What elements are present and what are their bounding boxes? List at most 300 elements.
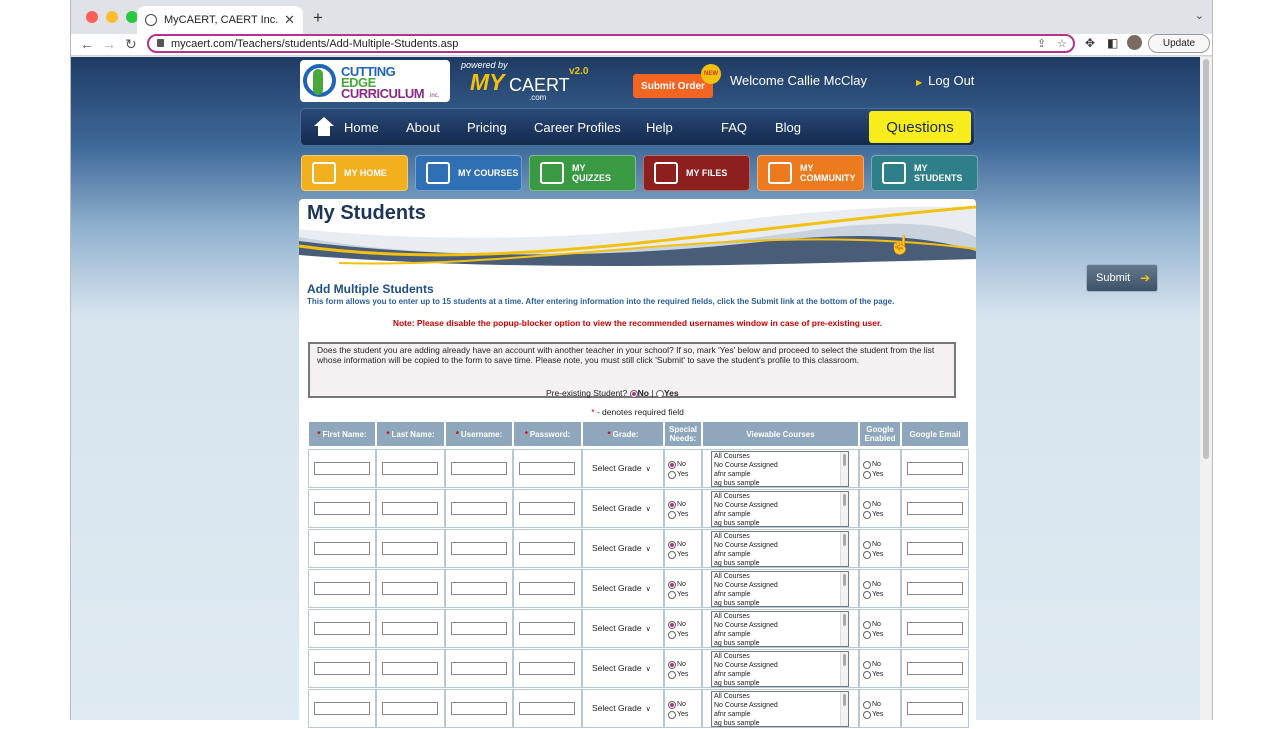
google-enabled-radio-group [863,700,883,720]
password-input[interactable] [519,662,575,675]
google-email-input[interactable] [907,502,963,515]
username-input[interactable] [451,662,507,675]
viewable-courses-listbox[interactable] [711,491,849,527]
cell-last-name [376,689,445,728]
nav-career-profiles[interactable]: Career Profiles [534,119,621,135]
powered-by-text: powered by [461,60,508,70]
grade-select-value: Select Grade [592,703,642,713]
google-enabled-radio-group [863,660,883,680]
tile-my-files[interactable] [643,155,750,191]
last-name-input[interactable] [382,662,438,675]
course-option[interactable]: ag bus sample [714,680,760,687]
course-option[interactable]: ag bus sample [714,480,760,487]
cell-password [513,689,582,728]
chevron-down-icon: ∨ [645,506,651,513]
new-badge: NEW [701,64,721,84]
username-input[interactable] [451,502,507,515]
last-name-input[interactable] [382,542,438,555]
cell-email [901,609,969,648]
grade-select[interactable] [592,703,651,713]
special-needs-yes-radio[interactable] [668,511,676,519]
special-needs-yes-radio[interactable] [668,591,676,599]
google-enabled-no-label: No [872,581,881,588]
popup-note: Note: Please disable the popup-blocker option to view the recommended usernames window in case of pre-existing user. [392,318,883,328]
mycaert-logo[interactable] [457,59,593,103]
google-enabled-no-radio[interactable] [863,461,871,469]
arrow-right-icon: ▶ [916,78,923,87]
cell-username [445,649,513,688]
cell-last-name [376,649,445,688]
last-name-input[interactable] [382,702,438,715]
special-needs-radio-group [668,500,688,520]
last-name-input[interactable] [382,462,438,475]
tab-title: MyCAERT, CAERT Inc. [164,14,279,26]
special-needs-no-radio[interactable] [668,541,676,549]
cell-password [513,649,582,688]
password-input[interactable] [519,462,575,475]
cell-username [445,529,513,568]
google-email-input[interactable] [907,662,963,675]
google-enabled-no-label: No [872,621,881,628]
cell-courses [702,609,859,648]
cell-last-name [376,449,445,488]
course-option[interactable]: No Course Assigned [714,462,778,469]
special-needs-yes-label: Yes [677,551,689,558]
scrollbar-thumb[interactable] [1203,59,1209,459]
tile-my-home[interactable] [301,155,408,191]
logo-my-text: MY [470,69,505,95]
first-name-input[interactable] [314,582,370,595]
special-needs-yes-radio[interactable] [668,671,676,679]
google-enabled-no-label: No [872,501,881,508]
special-needs-radio-group [668,700,688,720]
course-option[interactable]: afnr sample [714,511,751,518]
header-google-line2: Enabled [864,434,896,443]
viewable-courses-listbox[interactable] [711,611,849,647]
course-option[interactable]: ag bus sample [714,640,760,647]
logo-com-text: .com [529,93,547,102]
files-folder-icon [654,162,678,184]
cell-courses [702,449,859,488]
listbox-scrollbar[interactable] [840,572,848,606]
submit-order-button[interactable]: Submit Order [633,74,713,98]
cell-special [664,569,702,608]
password-input[interactable] [519,502,575,515]
special-needs-radio-group [668,660,688,680]
logo-text-curriculum: CURRICULUM [341,86,425,101]
header-google-enabled [859,421,901,447]
username-input[interactable] [451,702,507,715]
google-enabled-no-radio[interactable] [863,661,871,669]
google-enabled-no-label: No [872,541,881,548]
first-name-input[interactable] [314,702,370,715]
first-name-input[interactable] [314,542,370,555]
header-first-name-label: First Name: [322,429,367,439]
home-icon [313,117,335,137]
required-star: * [455,429,459,439]
cell-password [513,449,582,488]
special-needs-yes-label: Yes [677,631,689,638]
header-special-line1: Special [668,425,697,434]
cell-email [901,449,969,488]
course-option[interactable]: All Courses [714,453,750,460]
course-option[interactable]: All Courses [714,533,750,540]
course-option[interactable]: No Course Assigned [714,582,778,589]
pre-existing-question [546,388,679,398]
side-panel-icon[interactable]: ◧ [1107,36,1119,50]
table-row [308,609,970,649]
cell-grade [582,689,664,728]
cell-courses [702,529,859,568]
tile-my-community[interactable] [757,155,864,191]
arrow-right-icon: ➔ [1139,271,1150,285]
first-name-input[interactable] [314,462,370,475]
course-option[interactable]: No Course Assigned [714,502,778,509]
grade-select[interactable] [592,583,651,593]
nav-help[interactable]: Help [646,119,673,135]
grade-select[interactable] [592,543,651,553]
listbox-scrollbar[interactable] [840,612,848,646]
questions-button[interactable]: Questions [869,111,971,143]
google-enabled-no-radio[interactable] [863,701,871,709]
viewable-courses-listbox[interactable] [711,451,849,487]
main-navigation [300,108,975,146]
course-option[interactable]: afnr sample [714,471,751,478]
logo-version-text: v2.0 [569,66,589,77]
course-option[interactable]: All Courses [714,653,750,660]
logo-text-cutting: CUTTING [341,64,396,79]
special-needs-no-label: No [677,581,686,588]
cell-courses [702,649,859,688]
logo-text-edge: EDGE [341,75,376,90]
cell-courses [702,569,859,608]
username-input[interactable] [451,462,507,475]
grade-select-value: Select Grade [592,503,642,513]
google-email-input[interactable] [907,582,963,595]
pre-existing-no-label: No [637,388,649,398]
special-needs-yes-label: Yes [677,511,689,518]
cell-email [901,689,969,728]
cell-special [664,609,702,648]
google-enabled-yes-radio[interactable] [863,591,871,599]
page-scrollbar[interactable] [1200,57,1212,720]
special-needs-yes-radio[interactable] [668,631,676,639]
table-row [308,689,970,729]
special-needs-yes-radio[interactable] [668,711,676,719]
window-controls [86,11,138,23]
welcome-text: Welcome Callie McClay [730,73,868,88]
header-password-label: Password: [529,429,571,439]
google-enabled-yes-radio[interactable] [863,511,871,519]
logo-caert-text: CAERT [509,75,570,95]
lock-icon [157,39,164,47]
viewable-courses-listbox[interactable] [711,651,849,687]
cell-courses [702,689,859,728]
logout-link[interactable] [916,73,974,88]
hand-cursor-icon: ☝ [889,235,912,255]
google-enabled-yes-radio[interactable] [863,631,871,639]
page-banner [299,199,976,271]
header-grade-label: Grade: [612,429,639,439]
google-enabled-radio-group [863,540,883,560]
tile-my-quizzes[interactable] [529,155,636,191]
nav-pricing[interactable]: Pricing [467,119,507,135]
google-enabled-yes-radio[interactable] [863,551,871,559]
tile-students-line1: MY [914,163,928,173]
tile-my-files-label: MY FILES [686,168,728,178]
cell-username [445,609,513,648]
first-name-input[interactable] [314,502,370,515]
google-email-input[interactable] [907,542,963,555]
share-icon[interactable]: ⇪ [1037,38,1047,50]
site-globe-icon [145,14,157,26]
bookmark-star-icon[interactable]: ☆ [1057,38,1067,50]
special-needs-yes-radio[interactable] [668,471,676,479]
back-arrow-icon[interactable]: ← [80,36,94,52]
address-bar[interactable] [147,34,1075,53]
cell-first-name [308,609,376,648]
nav-home-label: Home [344,119,379,135]
required-star: * [317,429,321,439]
course-option[interactable]: All Courses [714,693,750,700]
password-input[interactable] [519,542,575,555]
special-needs-no-label: No [677,541,686,548]
table-row [308,529,970,569]
listbox-scrollbar[interactable] [840,492,848,526]
grade-select[interactable] [592,623,651,633]
cell-username [445,489,513,528]
new-tab-icon[interactable]: + [313,8,323,27]
google-enabled-yes-label: Yes [872,471,884,478]
viewable-courses-listbox[interactable] [711,571,849,607]
required-star: * [607,429,611,439]
special-needs-no-radio[interactable] [668,661,676,669]
password-input[interactable] [519,622,575,635]
course-option[interactable]: afnr sample [714,591,751,598]
viewable-courses-listbox[interactable] [711,691,849,727]
table-row [308,649,970,689]
pre-existing-separator: | [651,388,654,398]
google-enabled-no-label: No [872,701,881,708]
submit-button[interactable] [1086,264,1158,292]
header-special-line2: Needs: [669,434,697,443]
main-content [299,199,976,729]
grade-select-value: Select Grade [592,463,642,473]
google-enabled-no-label: No [872,661,881,668]
pre-existing-no-radio[interactable] [630,390,638,398]
first-name-input[interactable] [314,622,370,635]
grade-select[interactable] [592,503,651,513]
username-input[interactable] [451,622,507,635]
google-enabled-radio-group [863,500,883,520]
last-name-input[interactable] [382,502,438,515]
submit-label: Submit [1096,272,1131,284]
browser-toolbar [71,34,1212,56]
grade-select-value: Select Grade [592,583,642,593]
logo-text-inc: inc. [430,93,440,99]
course-option[interactable]: All Courses [714,613,750,620]
profile-avatar[interactable] [1127,35,1142,50]
tile-my-courses[interactable] [415,155,522,191]
header-first-name [308,421,376,447]
google-enabled-no-radio[interactable] [863,621,871,629]
cell-special [664,689,702,728]
course-option[interactable]: All Courses [714,573,750,580]
google-enabled-yes-label: Yes [872,671,884,678]
course-option[interactable]: afnr sample [714,671,751,678]
google-enabled-no-radio[interactable] [863,541,871,549]
first-name-input[interactable] [314,662,370,675]
cell-password [513,489,582,528]
course-option[interactable]: No Course Assigned [714,542,778,549]
pre-existing-yes-radio[interactable] [656,390,664,398]
cell-grade [582,529,664,568]
update-button[interactable]: Update [1148,34,1210,53]
cell-google [859,649,901,688]
special-needs-no-radio[interactable] [668,581,676,589]
grade-select-value: Select Grade [592,663,642,673]
special-needs-no-label: No [677,501,686,508]
google-enabled-yes-radio[interactable] [863,711,871,719]
required-legend [299,407,976,417]
header-viewable-courses: Viewable Courses [702,421,859,447]
browser-tab[interactable] [137,6,303,34]
course-option[interactable]: afnr sample [714,551,751,558]
special-needs-radio-group [668,540,688,560]
extensions-puzzle-icon[interactable]: ✥ [1085,36,1096,50]
chevron-down-icon: ∨ [645,706,651,713]
cell-password [513,569,582,608]
course-option[interactable]: ag bus sample [714,720,760,727]
google-enabled-yes-label: Yes [872,711,884,718]
google-enabled-no-radio[interactable] [863,501,871,509]
listbox-scrollbar[interactable] [840,652,848,686]
special-needs-yes-label: Yes [677,471,689,478]
viewable-courses-listbox[interactable] [711,531,849,567]
cell-first-name [308,689,376,728]
cell-last-name [376,489,445,528]
cell-grade [582,649,664,688]
forward-arrow-icon[interactable]: → [102,36,116,52]
header-username [445,421,513,447]
nav-faq[interactable]: FAQ [721,119,748,135]
nav-blog[interactable]: Blog [775,119,802,135]
chevron-down-icon: ∨ [645,586,651,593]
grade-select[interactable] [592,663,651,673]
header-username-label: Username: [460,429,503,439]
course-option[interactable]: All Courses [714,493,750,500]
tile-community-line2: COMMUNITY [800,173,856,183]
username-input[interactable] [451,542,507,555]
close-window-button[interactable] [86,11,98,23]
section-title: Add Multiple Students [307,282,434,296]
tile-students-line2: STUDENTS [914,173,963,183]
special-needs-no-radio[interactable] [668,461,676,469]
course-option[interactable]: afnr sample [714,631,751,638]
special-needs-no-label: No [677,661,686,668]
tile-quizzes-line1: MY [572,163,586,173]
cell-email [901,569,969,608]
tile-my-students[interactable] [871,155,978,191]
google-enabled-yes-label: Yes [872,551,884,558]
course-option[interactable]: No Course Assigned [714,702,778,709]
special-needs-no-label: No [677,461,686,468]
last-name-input[interactable] [382,582,438,595]
header-google-email: Google Email [901,421,969,447]
browser-window [70,0,1213,727]
nav-about[interactable]: About [406,119,440,135]
cell-username [445,449,513,488]
google-email-input[interactable] [907,622,963,635]
course-option[interactable]: ag bus sample [714,520,760,527]
google-enabled-yes-radio[interactable] [863,671,871,679]
special-needs-yes-radio[interactable] [668,551,676,559]
password-input[interactable] [519,702,575,715]
url-text: mycaert.com/Teachers/students/Add-Multiple-Students.asp [171,37,459,50]
required-text: - denotes required field [594,407,684,417]
grade-select[interactable] [592,463,651,473]
course-option[interactable]: ag bus sample [714,560,760,567]
course-option[interactable]: afnr sample [714,711,751,718]
community-globe-icon [768,162,792,184]
close-tab-icon[interactable]: ✕ [284,12,295,27]
google-enabled-yes-label: Yes [872,591,884,598]
courses-monitor-icon [426,162,450,184]
logo-leaf-icon [313,69,323,95]
special-needs-no-radio[interactable] [668,501,676,509]
cell-special [664,489,702,528]
cutting-edge-curriculum-logo[interactable] [300,60,450,102]
required-star: * [524,429,528,439]
last-name-input[interactable] [382,622,438,635]
grade-select-value: Select Grade [592,623,642,633]
listbox-scrollbar[interactable] [840,532,848,566]
listbox-scrollbar[interactable] [840,452,848,486]
tile-community-line1: MY [800,163,814,173]
header-last-name [376,421,445,447]
cell-google [859,609,901,648]
reload-icon[interactable]: ↻ [125,36,137,52]
course-option[interactable]: No Course Assigned [714,662,778,669]
cell-last-name [376,569,445,608]
cell-email [901,529,969,568]
special-needs-no-label: No [677,701,686,708]
tile-my-students-label [914,163,963,183]
google-enabled-yes-radio[interactable] [863,471,871,479]
course-option[interactable]: No Course Assigned [714,622,778,629]
course-option[interactable]: ag bus sample [714,600,760,607]
tab-search-chevron-icon[interactable]: ⌄ [1194,10,1204,22]
cell-username [445,689,513,728]
header-last-name-label: Last Name: [391,429,435,439]
google-email-input[interactable] [907,702,963,715]
cell-password [513,609,582,648]
google-enabled-no-radio[interactable] [863,581,871,589]
chevron-down-icon: ∨ [645,666,651,673]
cell-email [901,649,969,688]
special-needs-no-radio[interactable] [668,701,676,709]
minimize-window-button[interactable] [106,11,118,23]
cell-grade [582,569,664,608]
nav-home[interactable] [313,109,379,145]
google-email-input[interactable] [907,462,963,475]
special-needs-no-radio[interactable] [668,621,676,629]
username-input[interactable] [451,582,507,595]
password-input[interactable] [519,582,575,595]
listbox-scrollbar[interactable] [840,692,848,726]
tile-quizzes-line2: QUIZZES [572,173,612,183]
pre-existing-yes-label: Yes [663,388,679,398]
